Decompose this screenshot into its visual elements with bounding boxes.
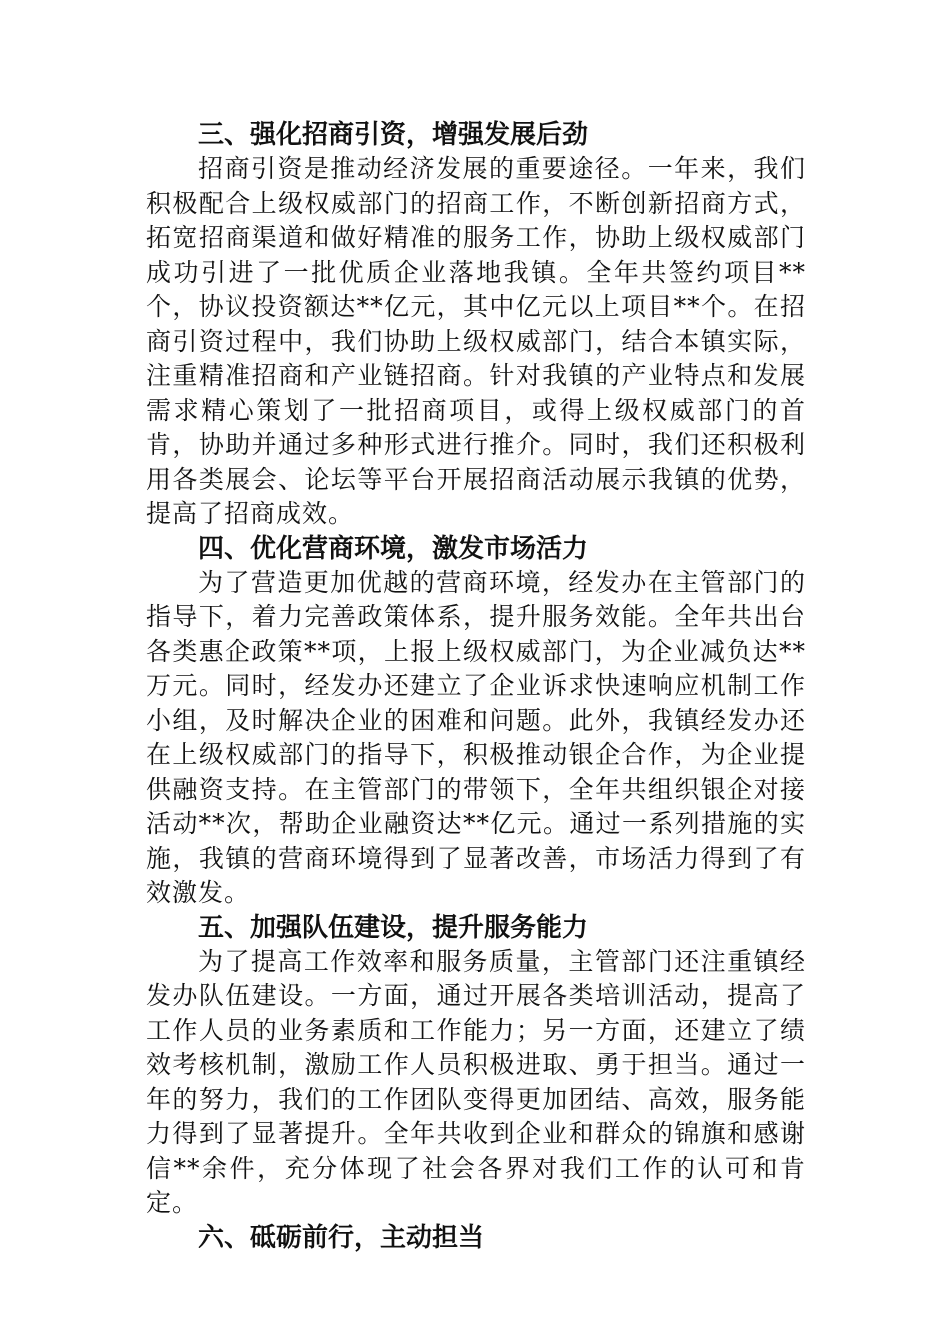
section-heading-3: 三、强化招商引资，增强发展后劲 [198,120,589,150]
section-body-5: 为了提高工作效率和服务质量，主管部门还注重镇经发办队伍建设。一方面，通过开展各类培训活动，提高了工作人员的业务素质和工作能力；另一方面，还建立了绩效考核机制，激励工作人员积极进取、勇于担当。通过一年的努力，我们的工作团队变得更加团结、高效，服务能力得到了显著提升。全年共收到企业和群众的锦旗和感谢信**余件，充分体现了社会各界对我们工作的认可和肯定。 [146,946,806,1217]
section-heading-5: 五、加强队伍建设，提升服务能力 [198,912,589,943]
section-heading-6: 六、砥砺前行，主动担当 [198,1222,485,1253]
section-body-4: 为了营造更加优越的营商环境，经发办在主管部门的指导下，着力完善政策体系，提升服务效能。全年共出台各类惠企政策**项，上报上级权威部门，为企业减负达**万元。同时，经发办还建立了企业诉求快速响应机制工作小组，及时解决企业的困难和问题。此外，我镇经发办还在上级权威部门的指导下，积极推动银企合作，为企业提供融资支持。在主管部门的带领下，全年共组织银企对接活动**次，帮助企业融资达**亿元。通过一系列措施的实施，我镇的营商环境得到了显著改善，市场活力得到了有效激发。 [146,567,806,907]
section-heading-4: 四、优化营商环境，激发市场活力 [198,533,589,564]
section-body-3: 招商引资是推动经济发展的重要途径。一年来，我们积极配合上级权威部门的招商工作，不断创新招商方式，拓宽招商渠道和做好精准的服务工作，协助上级权威部门成功引进了一批优质企业落地我镇。全年共签约项目**个，协议投资额达**亿元，其中亿元以上项目**个。在招商引资过程中，我们协助上级权威部门，结合本镇实际，注重精准招商和产业链招商。针对我镇的产业特点和发展需求精心策划了一批招商项目，或得上级权威部门的首肯，协助并通过多种形式进行推介。同时，我们还积极利用各类展会、论坛等平台开展招商活动展示我镇的优势，提高了招商成效。 [146,154,806,528]
document-page [146,118,806,1255]
